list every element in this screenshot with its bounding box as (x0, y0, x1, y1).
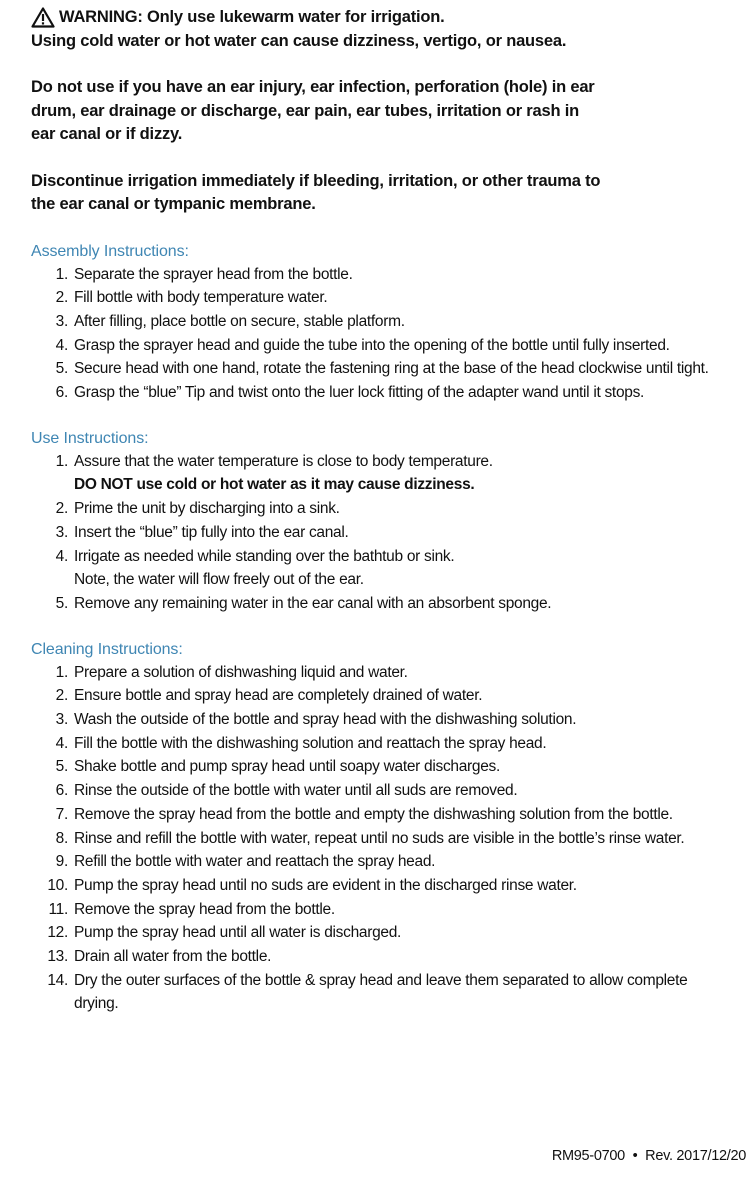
step-text: Ensure bottle and spray head are completely drained of water. (74, 687, 483, 705)
list-item (31, 732, 731, 756)
step-number: 2. (55, 500, 68, 518)
list-item (31, 945, 731, 969)
step-number: 2. (55, 687, 68, 705)
separator-dot: • (632, 1148, 638, 1164)
list-item (31, 898, 731, 922)
instruction-sheet (31, 6, 731, 1038)
use-heading: Use Instructions: (31, 429, 149, 447)
step-number: 4. (55, 336, 68, 354)
warning-text: ear canal or if dizzy. (31, 125, 183, 143)
step-text: Fill the bottle with the dishwashing solution and reattach the spray head. (74, 734, 547, 752)
step-number: 4. (55, 734, 68, 752)
step-text: Remove the spray head from the bottle. (74, 900, 335, 918)
step-text: Dry the outer surfaces of the bottle & spray head and leave them separated to allow complete drying. (74, 971, 688, 1013)
use-steps (31, 450, 731, 616)
document-footer (552, 1148, 746, 1164)
warning-text: the ear canal or tympanic membrane. (31, 195, 316, 213)
list-item (31, 779, 731, 803)
step-text: Separate the sprayer head from the bottle. (74, 265, 353, 283)
step-number: 7. (55, 805, 68, 823)
step-text: Drain all water from the bottle. (74, 948, 272, 966)
step-number: 5. (55, 594, 68, 612)
cleaning-steps (31, 661, 731, 1017)
step-text: Refill the bottle with water and reattach the spray head. (74, 853, 436, 871)
step-number: 4. (55, 547, 68, 565)
step-number: 13. (47, 948, 68, 966)
step-text: Remove the spray head from the bottle and empty the dishwashing solution from the bottle. (74, 805, 673, 823)
step-number: 14. (47, 971, 68, 989)
step-text: Insert the “blue” tip fully into the ear canal. (74, 523, 349, 541)
step-number: 3. (55, 523, 68, 541)
step-note: Note, the water will flow freely out of the ear. (74, 571, 364, 589)
step-text: Fill bottle with body temperature water. (74, 289, 328, 307)
step-text: After filling, place bottle on secure, stable platform. (74, 312, 405, 330)
list-item (31, 708, 731, 732)
step-number: 11. (48, 900, 68, 918)
step-number: 6. (55, 782, 68, 800)
list-item (31, 545, 731, 592)
step-number: 9. (55, 853, 68, 871)
warning-text: Discontinue irrigation immediately if bleeding, irritation, or other trauma to (31, 171, 601, 190)
warning-text: drum, ear drainage or discharge, ear pain, ear tubes, irritation or rash in (31, 101, 579, 120)
warning-text: Do not use if you have an ear injury, ear infection, perforation (hole) in ear (31, 78, 595, 96)
list-item (31, 827, 731, 851)
assembly-steps (31, 263, 731, 405)
list-item (31, 381, 731, 405)
list-item (31, 850, 731, 874)
list-item (31, 803, 731, 827)
step-text: Assure that the water temperature is close to body temperature. DO NOT use cold or hot water as it may cause dizziness. (74, 450, 731, 497)
list-item (31, 334, 731, 358)
step-text: Grasp the “blue” Tip and twist onto the luer lock fitting of the adapter wand until it stops. (74, 384, 645, 402)
assembly-heading: Assembly Instructions: (31, 242, 189, 260)
list-item (31, 755, 731, 779)
warning-text: Using cold water or hot water can cause dizziness, vertigo, or nausea. (31, 31, 567, 50)
step-number: 5. (55, 758, 68, 776)
step-number: 1. (55, 663, 68, 681)
list-item (31, 874, 731, 898)
list-item (31, 310, 731, 334)
list-item (31, 592, 731, 616)
step-text: Irrigate as needed while standing over the bathtub or sink. Note, the water will flow freely out of the ear. (74, 545, 731, 592)
step-number: 2. (55, 289, 68, 307)
warning-paragraph-2 (31, 76, 731, 147)
step-warning: DO NOT use cold or hot water as it may cause dizziness. (74, 476, 475, 494)
list-item (31, 263, 731, 287)
list-item (31, 661, 731, 685)
step-number: 5. (55, 360, 68, 378)
step-text: Remove any remaining water in the ear canal with an absorbent sponge. (74, 594, 552, 612)
step-number: 1. (55, 452, 68, 470)
list-item (31, 357, 731, 381)
warning-paragraph-1 (31, 6, 731, 53)
step-text: Grasp the sprayer head and guide the tube into the opening of the bottle until fully inserted. (74, 336, 670, 354)
step-text: Shake bottle and pump spray head until soapy water discharges. (74, 758, 501, 776)
step-text: Rinse and refill the bottle with water, repeat until no suds are visible in the bottle’s rinse water. (74, 829, 685, 847)
list-item (31, 921, 731, 945)
document-code: RM95-0700 (551, 1148, 625, 1164)
step-text: Rinse the outside of the bottle with water until all suds are removed. (74, 782, 518, 800)
list-item (31, 450, 731, 497)
step-number: 1. (55, 265, 68, 283)
step-number: 10. (47, 876, 68, 894)
step-text: Prepare a solution of dishwashing liquid and water. (74, 663, 408, 681)
revision-date: Rev. 2017/12/20 (645, 1148, 746, 1164)
list-item (31, 497, 731, 521)
list-item (31, 969, 731, 1016)
step-text: Prime the unit by discharging into a sink. (74, 500, 340, 518)
step-text: Pump the spray head until no suds are evident in the discharged rinse water. (74, 876, 577, 894)
list-item (31, 521, 731, 545)
step-number: 6. (55, 384, 68, 402)
step-number: 12. (47, 924, 68, 942)
step-number: 3. (55, 711, 68, 729)
step-text: Pump the spray head until all water is discharged. (74, 924, 402, 942)
warning-paragraph-3 (31, 170, 731, 217)
list-item (31, 286, 731, 310)
warning-triangle-icon (31, 7, 55, 28)
step-number: 3. (55, 312, 68, 330)
step-number: 8. (55, 829, 68, 847)
cleaning-heading: Cleaning Instructions: (31, 640, 183, 658)
warning-heading: WARNING: Only use lukewarm water for irrigation. (59, 8, 445, 26)
step-text: Wash the outside of the bottle and spray head with the dishwashing solution. (74, 711, 577, 729)
list-item (31, 684, 731, 708)
step-text: Secure head with one hand, rotate the fastening ring at the base of the head clockwise until tight. (74, 360, 709, 378)
